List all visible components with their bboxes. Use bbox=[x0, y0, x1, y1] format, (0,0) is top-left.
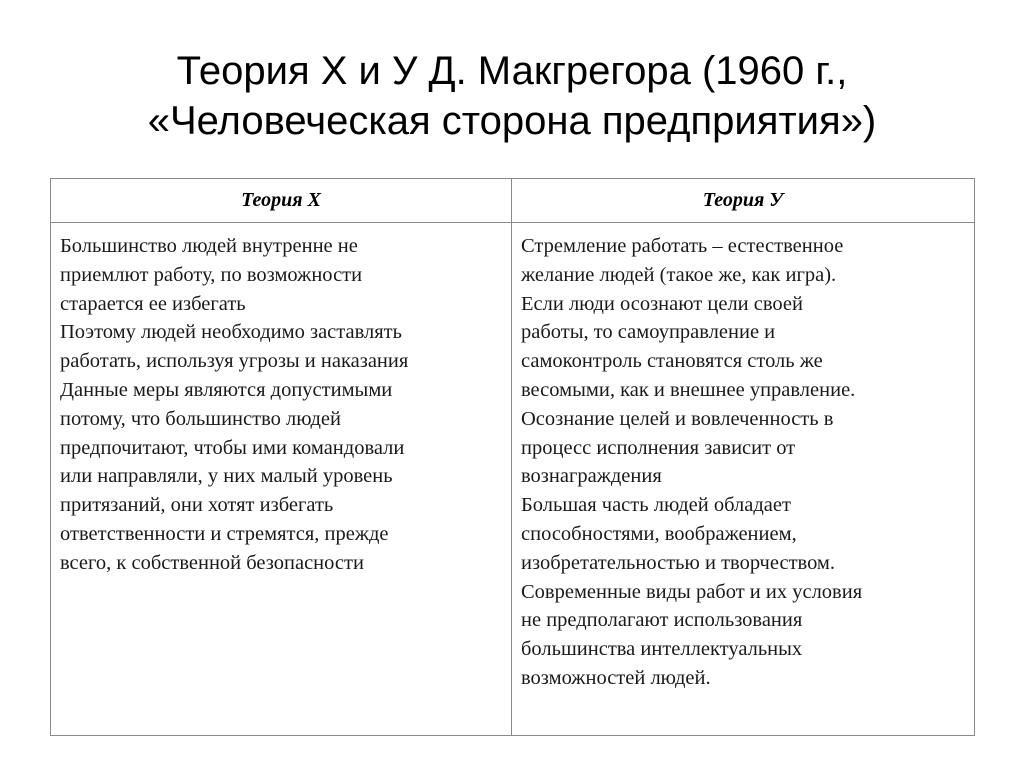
theory-y-line: Стремление работать – естественное bbox=[521, 235, 844, 257]
header-theory-x: Теория Х bbox=[51, 179, 512, 223]
theory-x-line: работать, используя угрозы и наказания bbox=[60, 350, 409, 373]
slide-title-line: Теория Х и У Д. Макгрегора (1960 г., bbox=[176, 49, 848, 93]
theory-y-line: Большая часть людей обладает bbox=[521, 494, 791, 517]
theory-x-line: Данные меры являются допустимыми bbox=[60, 378, 393, 401]
theory-y-line: работы, то самоуправление и bbox=[521, 321, 776, 344]
theory-y-line: возможностей людей. bbox=[521, 666, 711, 689]
theory-x-line: предпочитают, чтобы ими командовали bbox=[60, 436, 405, 459]
theory-x-line: Большинство людей внутренне не bbox=[60, 235, 358, 257]
theory-y-line: желание людей (такое же, как игра). bbox=[521, 263, 837, 286]
table-header-row bbox=[51, 179, 975, 223]
slide-title bbox=[0, 46, 1024, 146]
theory-y-line: не предполагают использования bbox=[521, 609, 803, 632]
theory-x-line: всего, к собственной безопасности bbox=[60, 551, 364, 574]
theory-x-line: старается ее избегать bbox=[60, 292, 246, 315]
theory-y-line: весомыми, как и внешнее управление. bbox=[521, 378, 856, 401]
theory-comparison-table bbox=[50, 178, 975, 736]
theory-y-line: процесс исполнения зависит от bbox=[521, 436, 796, 459]
theory-x-line: притязаний, они хотят избегать bbox=[60, 494, 334, 517]
theory-x-line: или направляли, у них малый уровень bbox=[60, 465, 393, 488]
theory-x-line: Поэтому людей необходимо заставлять bbox=[60, 321, 402, 344]
theory-y-line: Если люди осознают цели своей bbox=[521, 292, 803, 315]
theory-x-line: потому, что большинство людей bbox=[60, 407, 341, 430]
theory-y-line: Современные виды работ и их условия bbox=[521, 580, 863, 603]
theory-x-line: ответственности и стремятся, прежде bbox=[60, 522, 389, 545]
theory-y-cell bbox=[512, 223, 975, 736]
theory-x-line: приемлют работу, по возможности bbox=[60, 263, 363, 286]
theory-y-line: изобретательностью и творчеством. bbox=[521, 551, 836, 574]
theory-y-line: вознаграждения bbox=[521, 465, 662, 488]
table-row bbox=[51, 223, 975, 736]
header-theory-y: Теория У bbox=[512, 179, 975, 223]
theory-y-line: Осознание целей и вовлеченность в bbox=[521, 407, 834, 430]
slide-title-line: «Человеческая сторона предприятия») bbox=[147, 99, 877, 143]
theory-y-line: самоконтроль становятся столь же bbox=[521, 350, 823, 373]
theory-x-cell bbox=[51, 223, 512, 736]
theory-y-line: способностями, воображением, bbox=[521, 522, 797, 545]
theory-y-line: большинства интеллектуальных bbox=[521, 638, 803, 661]
